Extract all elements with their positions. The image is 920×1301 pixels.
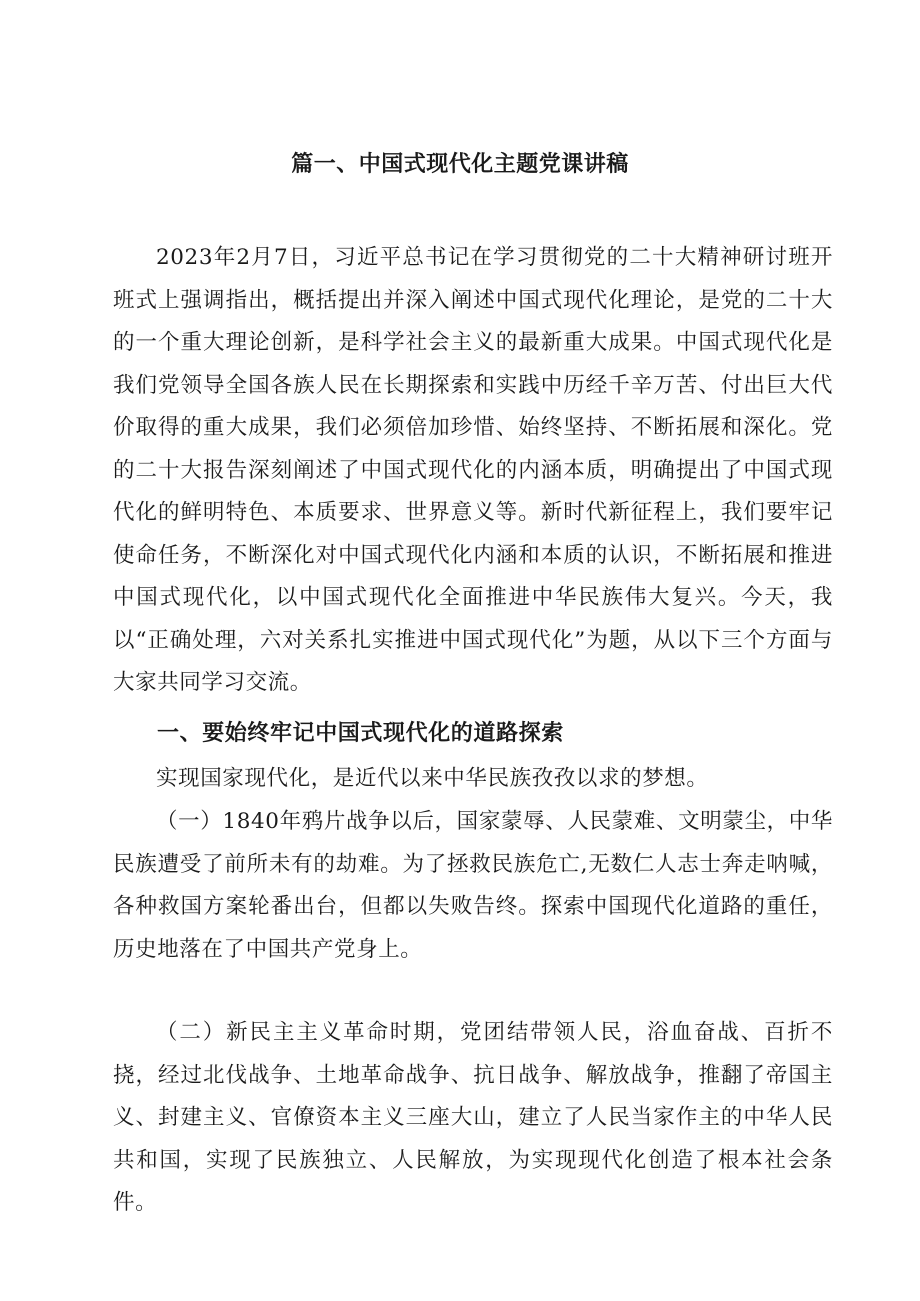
section-1-lead: 实现国家现代化，是近代以来中华民族孜孜以求的梦想。	[156, 766, 709, 791]
item-1-paragraph	[113, 801, 833, 971]
intro-paragraph	[113, 237, 833, 705]
intro-text: 2023年2月7日，习近平总书记在学习贯彻党的二十大精神研讨班开班式上强调指出，概括提出并深入阐述中国式现代化理论，是党的二十大的一个重大理论创新，是科学社会主义的最新重大成果。中国式现代化是我们党领导全国各族人民在长期探索和实践中历经千辛万苦、付出巨大代价取得的重大成果，我们必须倍加珍惜、始终坚持、不断拓展和深化。党的二十大报告深刻阐述了中国式现代化的内涵本质，明确提出了中国式现代化的鲜明特色、本质要求、世界意义等。新时代新征程上，我们要牢记使命任务，不断深化对中国式现代化内涵和本质的认识，不断拓展和推进中国式现代化，以中国式现代化全面推进中华民族伟大复兴。今天，我以“正确处理，六对关系扎实推进中国式现代化”为题，从以下三个方面与大家共同学习交流。	[113, 245, 833, 695]
section-1-lead-block	[113, 758, 833, 801]
item-2-paragraph	[113, 1012, 833, 1225]
section-1-heading: 一、要始终牢记中国式现代化的道路探索	[157, 721, 564, 746]
document-title: 篇一、中国式现代化主题党课讲稿	[291, 152, 629, 177]
section-1-heading-block	[113, 713, 833, 756]
item-1-text: （一）1840年鸦片战争以后，国家蒙辱、人民蒙难、文明蒙尘，中华民族遭受了前所未有的劫难。为了拯救民族危亡,无数仁人志士奔走呐喊，各种救国方案轮番出台，但都以失败告终。探索中国现代化道路的重任，历史地落在了中国共产党身上。	[113, 809, 833, 962]
item-2-text: （二）新民主主义革命时期，党团结带领人民，浴血奋战、百折不挠，经过北伐战争、土地革命战争、抗日战争、解放战争，推翻了帝国主义、封建主义、官僚资本主义三座大山，建立了人民当家作主的中华人民共和国，实现了民族独立、人民解放，为实现现代化创造了根本社会条件。	[113, 1020, 833, 1215]
